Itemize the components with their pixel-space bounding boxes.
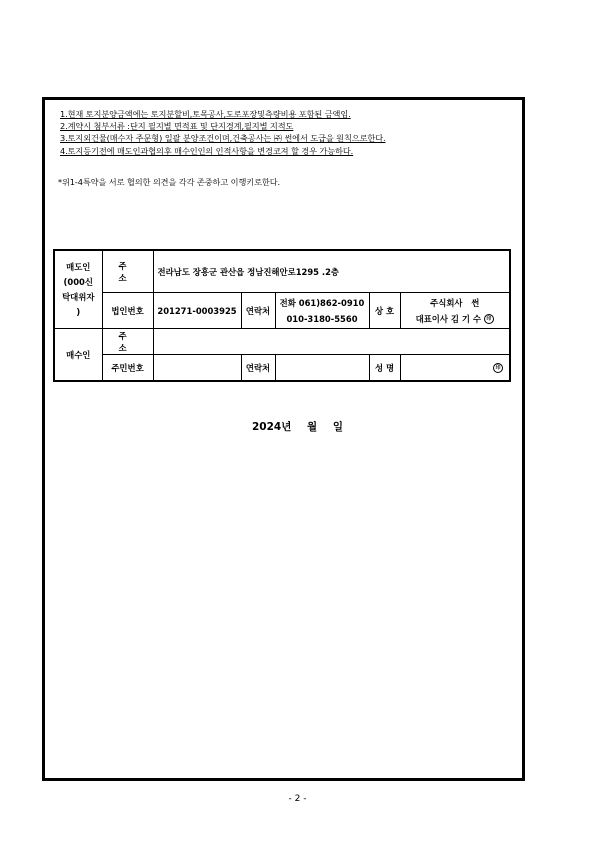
resident-no-value <box>153 355 241 382</box>
seller-phone-cell <box>275 293 369 329</box>
company-cell <box>400 293 510 329</box>
date-day: 일 <box>332 421 343 433</box>
special-term-1: 1.현재 토지분양금액에는 토지분할비,토목공사,도로포장및측량비용 포함된 금액임. <box>60 109 351 119</box>
seller-phone-1: 전화 061)862-0910 <box>279 297 365 308</box>
buyer-contact-value <box>275 355 369 382</box>
seller-contact-label: 연락처 <box>241 293 275 329</box>
page-number: - 2 - <box>288 794 307 804</box>
buyer-address-value <box>153 329 510 355</box>
corp-no-label: 법인번호 <box>102 293 153 329</box>
seller-phone-2: 010-3180-5560 <box>286 313 358 324</box>
party-info-table <box>53 249 511 382</box>
seller-label-line-4: ) <box>76 306 81 317</box>
seal-icon: 印 <box>484 314 494 324</box>
buyer-name-value <box>400 355 510 382</box>
date-year: 2024년 <box>252 421 292 433</box>
date-month: 월 <box>307 421 318 433</box>
page-inner-border <box>44 99 523 779</box>
seller-label-line-3: 탁대위자 <box>62 291 95 302</box>
seller-label-line-2: (000신 <box>63 276 93 287</box>
buyer-name-label: 성 명 <box>369 355 400 382</box>
buyer-contact-label: 연락처 <box>241 355 275 382</box>
corp-no-value: 201271-0003925 <box>153 293 241 329</box>
company-name-label: 상 호 <box>369 293 400 329</box>
buyer-address-label: 주 소 <box>102 329 153 355</box>
ceo-name <box>403 311 508 327</box>
agreement-remark: *위1-4특약을 서로 협의한 의견을 각각 존중하고 이행키로한다. <box>58 177 281 187</box>
seller-label-cell <box>54 250 102 329</box>
special-term-3: 3.토지외건물(매수자 주문형) 일괄 분양조건이며,건축공사는 ㈜ 썬에서 도급을 원칙으로한다. <box>60 133 386 144</box>
special-term-2: 2.계약시 첨부서류 :단지 필지별 면적표 및 단지경계,필지별 지적도 <box>60 121 294 132</box>
buyer-label: 매수인 <box>54 329 102 382</box>
resident-no-label: 주민번호 <box>102 355 153 382</box>
seller-address-label: 주 소 <box>102 250 153 293</box>
contract-date <box>0 419 595 434</box>
special-terms-list <box>60 108 386 157</box>
seller-address-value: 전라남도 장흥군 관산읍 정남진해안로1295 .2층 <box>153 250 510 293</box>
seller-label-line-1: 매도인 <box>66 261 91 272</box>
company-name: 주식회사 썬 <box>430 297 480 308</box>
ceo-text: 대표이사 김 기 수 <box>415 313 481 324</box>
special-term-4: 4.토지등기전에 매도인과협의후 매수인인의 인적사항을 변경코져 할 경우 가능하다. <box>60 145 354 156</box>
buyer-seal-icon: 印 <box>493 363 503 373</box>
